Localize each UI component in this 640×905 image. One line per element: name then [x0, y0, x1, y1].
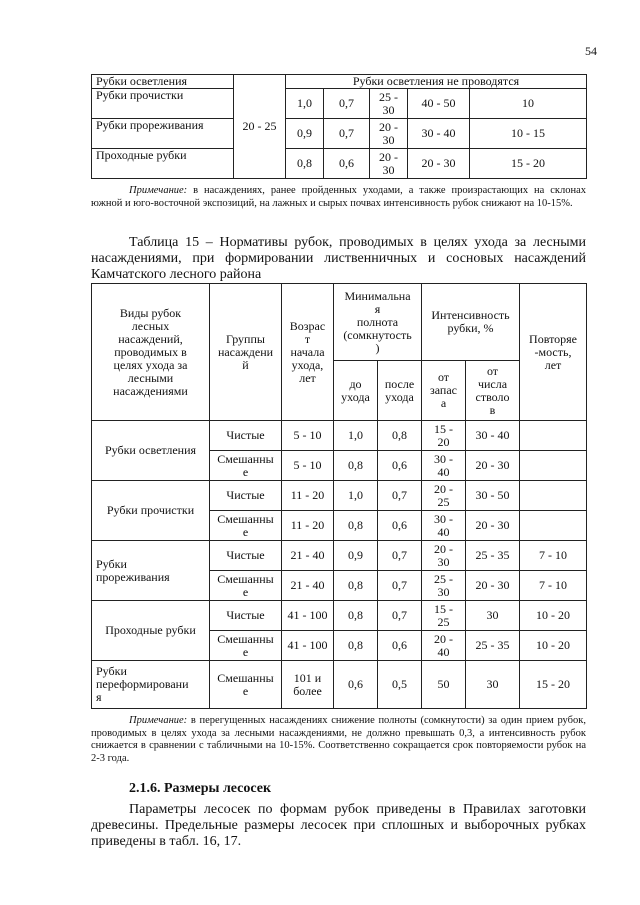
cell: 20 - 30	[466, 571, 520, 601]
cell: 1,0	[286, 89, 324, 119]
cell: Смешанны е	[210, 661, 282, 709]
table-15-caption: Таблица 15 – Нормативы рубок, проводимых в целях ухода за лесными насаждениями, при формировании лиственничных и сосновых насаждений Камчатского лесного района	[91, 235, 586, 282]
cell: 0,8	[334, 571, 378, 601]
cell: 20 - 30	[408, 149, 470, 179]
cell: 0,6	[378, 631, 422, 661]
cell: 0,6	[324, 149, 370, 179]
cell: 5 - 10	[282, 421, 334, 451]
note-label: Примечание:	[129, 185, 188, 196]
cell: 10	[470, 89, 587, 119]
cell: 15 - 20	[520, 661, 587, 709]
cell: 0,6	[334, 661, 378, 709]
cell: 21 - 40	[282, 541, 334, 571]
row-type: Рубки прочистки	[92, 89, 234, 119]
note-label: Примечание:	[129, 715, 188, 726]
cell: 0,8	[378, 421, 422, 451]
cell: 0,7	[378, 571, 422, 601]
cell: Смешанны е	[210, 511, 282, 541]
cell: 15 - 20	[470, 149, 587, 179]
cell: Чистые	[210, 421, 282, 451]
cell: 1,0	[334, 421, 378, 451]
cell: Чистые	[210, 601, 282, 631]
cell: 7 - 10	[520, 541, 587, 571]
header-from-stock: от запас а	[422, 361, 466, 421]
header-intensity: Интенсивность рубки, %	[422, 284, 520, 361]
cell: Чистые	[210, 481, 282, 511]
cell: 30 - 40	[466, 421, 520, 451]
cell: 5 - 10	[282, 451, 334, 481]
cell	[520, 511, 587, 541]
note-text: в насаждениях, ранее пройденных уходами, а также произрастающих на склонах южной и юго-восточной экспозиций, на лажных и сырых почвах интенсивность рубок снижают на 10-15%.	[91, 185, 586, 209]
cell: 15 - 25	[422, 601, 466, 631]
cell: 0,9	[334, 541, 378, 571]
group-name: Проходные рубки	[92, 601, 210, 661]
cell: 0,7	[378, 541, 422, 571]
cell: 25 - 30	[422, 571, 466, 601]
cell: 20 - 30	[370, 119, 408, 149]
header-types: Виды рубок лесных насаждений, проводимых в целях ухода за лесными насаждениями	[92, 284, 210, 421]
cell: 20 - 40	[422, 631, 466, 661]
cell: 30	[466, 601, 520, 631]
cell: Чистые	[210, 541, 282, 571]
cell: 20 - 30	[422, 541, 466, 571]
table-15	[91, 283, 587, 709]
cell: 10 - 20	[520, 601, 587, 631]
cell: Смешанны е	[210, 451, 282, 481]
cell	[520, 481, 587, 511]
cell: 25 - 30	[370, 89, 408, 119]
cell: 25 - 35	[466, 631, 520, 661]
group-name: Рубки осветления	[92, 421, 210, 481]
cell: 1,0	[334, 481, 378, 511]
note-2	[91, 715, 586, 765]
page-number: 54	[585, 44, 597, 58]
header-before: до ухода	[334, 361, 378, 421]
cell: 20 - 30	[466, 451, 520, 481]
header-age: Возрас т начала ухода, лет	[282, 284, 334, 421]
cell: 0,6	[378, 451, 422, 481]
cell: 0,9	[286, 119, 324, 149]
cell: Смешанны е	[210, 571, 282, 601]
cell: 30	[466, 661, 520, 709]
cell: 50	[422, 661, 466, 709]
header-density: Минимальна я полнота (сомкнутость )	[334, 284, 422, 361]
table-14-continuation	[91, 74, 587, 179]
header-groups: Группы насаждени й	[210, 284, 282, 421]
group-name: Рубки переформировани я	[92, 661, 210, 709]
cell: 11 - 20	[282, 481, 334, 511]
paragraph: Параметры лесосек по формам рубок приведены в Правилах заготовки древесины. Предельные размеры лесосек при сплошных и выборочных рубках приведены в табл. 16, 17.	[91, 802, 586, 849]
cell: 25 - 35	[466, 541, 520, 571]
cell	[520, 421, 587, 451]
cell: 0,8	[334, 451, 378, 481]
note-1	[91, 185, 586, 210]
cell: 30 - 40	[422, 511, 466, 541]
row-type: Рубки осветления	[92, 75, 234, 89]
section-heading: 2.1.6. Размеры лесосек	[129, 781, 272, 796]
cell: 0,8	[334, 511, 378, 541]
cell: 0,7	[378, 481, 422, 511]
note-text: в перегущенных насаждениях снижение полноты (сомкнутости) за один прием рубок, проводимых в целях ухода за лесными насаждениями, не должно превышать 0,3, а интенсивность рубок снижается в сравнении с табличными на 10-15%. Соответственно сокращается срок повторяемости рубок на 2-3 года.	[91, 715, 586, 764]
cell: Смешанны е	[210, 631, 282, 661]
cell: 0,7	[378, 601, 422, 631]
header-after: после ухода	[378, 361, 422, 421]
cell: 0,8	[334, 631, 378, 661]
cell: 30 - 40	[408, 119, 470, 149]
cell: 0,7	[324, 89, 370, 119]
cell: 10 - 15	[470, 119, 587, 149]
cell: 41 - 100	[282, 601, 334, 631]
cell: 30 - 50	[466, 481, 520, 511]
cell: 0,8	[334, 601, 378, 631]
cell: 21 - 40	[282, 571, 334, 601]
row-type: Рубки прореживания	[92, 119, 234, 149]
header-from-count: от числа стволо в	[466, 361, 520, 421]
cell: 20 - 30	[370, 149, 408, 179]
group-name: Рубки прочистки	[92, 481, 210, 541]
cell: 0,7	[324, 119, 370, 149]
cell: 101 и более	[282, 661, 334, 709]
cell: 20 - 25	[422, 481, 466, 511]
cell: 7 - 10	[520, 571, 587, 601]
cell: 0,8	[286, 149, 324, 179]
group-name: Рубки прореживания	[92, 541, 210, 601]
cell: 30 - 40	[422, 451, 466, 481]
cell: 0,6	[378, 511, 422, 541]
cell: 11 - 20	[282, 511, 334, 541]
cell: 10 - 20	[520, 631, 587, 661]
table-note-cell: Рубки осветления не проводятся	[286, 75, 587, 89]
age-range: 20 - 25	[234, 75, 286, 179]
cell: 15 - 20	[422, 421, 466, 451]
cell: 20 - 30	[466, 511, 520, 541]
cell: 0,5	[378, 661, 422, 709]
row-type: Проходные рубки	[92, 149, 234, 179]
header-repeat: Повторяе -мость, лет	[520, 284, 587, 421]
cell: 40 - 50	[408, 89, 470, 119]
cell: 41 - 100	[282, 631, 334, 661]
cell	[520, 451, 587, 481]
